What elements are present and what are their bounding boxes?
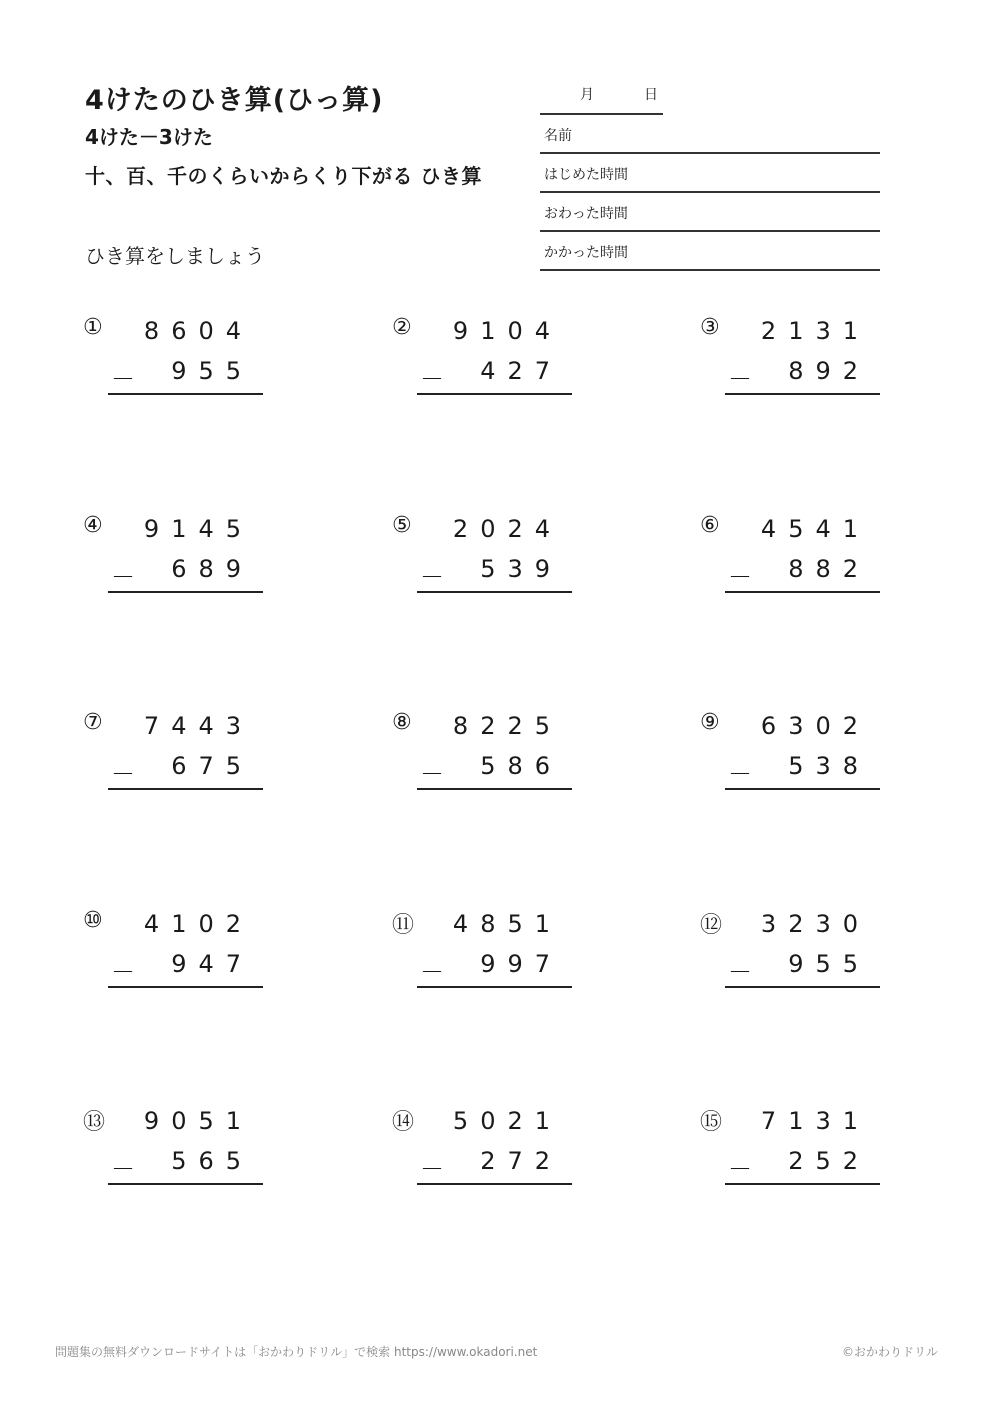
problem-number: ⑦ xyxy=(83,710,103,735)
answer-line xyxy=(417,788,572,790)
subtrahend: 252 xyxy=(788,1147,870,1175)
subtraction-problem xyxy=(700,908,875,988)
problem-number: ⑩ xyxy=(83,908,103,933)
subtrahend: 892 xyxy=(788,357,870,385)
subtitle-digits: 4けた－3けた xyxy=(85,125,213,149)
minus-sign: － xyxy=(728,958,752,986)
minuend: 7443 xyxy=(143,712,253,740)
subtrahend: 427 xyxy=(480,357,562,385)
subtrahend: 272 xyxy=(480,1147,562,1175)
minus-sign: － xyxy=(111,563,135,591)
minuend: 9145 xyxy=(143,515,253,543)
instruction: ひき算をしましょう xyxy=(85,244,265,268)
answer-line xyxy=(725,393,880,395)
month-label: 月 xyxy=(580,87,594,103)
minus-sign: － xyxy=(420,958,444,986)
minuend: 2024 xyxy=(452,515,562,543)
answer-line xyxy=(417,591,572,593)
subtrahend: 955 xyxy=(788,950,870,978)
minuend: 5021 xyxy=(452,1107,562,1135)
end-time-label: おわった時間 xyxy=(544,206,628,222)
minus-sign: － xyxy=(728,1155,752,1183)
subtraction-problem xyxy=(700,710,875,790)
answer-line xyxy=(417,1183,572,1185)
answer-line xyxy=(108,1183,263,1185)
subtraction-problem xyxy=(83,710,258,790)
minus-sign: － xyxy=(111,365,135,393)
subtrahend: 539 xyxy=(480,555,562,583)
subtraction-problem xyxy=(83,1105,258,1185)
problem-number: ⑮ xyxy=(700,1110,723,1135)
minus-sign: － xyxy=(420,1155,444,1183)
minus-sign: － xyxy=(728,760,752,788)
problem-number: ⑤ xyxy=(392,513,412,538)
subtrahend: 997 xyxy=(480,950,562,978)
answer-line xyxy=(108,986,263,988)
answer-line xyxy=(725,1183,880,1185)
subtraction-problem xyxy=(83,908,258,988)
date-field[interactable] xyxy=(540,80,663,115)
problem-number: ⑧ xyxy=(392,710,412,735)
minuend: 9051 xyxy=(143,1107,253,1135)
answer-line xyxy=(108,788,263,790)
student-info-box xyxy=(540,80,880,271)
problem-number: ④ xyxy=(83,513,103,538)
problem-number: ③ xyxy=(700,315,720,340)
subtrahend: 955 xyxy=(171,357,253,385)
subtraction-problem xyxy=(700,315,875,395)
minuend: 9104 xyxy=(452,317,562,345)
answer-line xyxy=(725,986,880,988)
minuend: 6302 xyxy=(760,712,870,740)
name-label: 名前 xyxy=(544,128,572,144)
problem-number: ⑪ xyxy=(392,913,415,938)
page-title: 4けたのひき算(ひっ算) xyxy=(85,85,384,116)
answer-line xyxy=(725,788,880,790)
footer-source: 問題集の無料ダウンロードサイトは「おかわりドリル」で検索 https://www.okadori.net xyxy=(55,1345,538,1359)
answer-line xyxy=(417,393,572,395)
subtrahend: 689 xyxy=(171,555,253,583)
answer-line xyxy=(417,986,572,988)
minuend: 8604 xyxy=(143,317,253,345)
minuend: 4851 xyxy=(452,910,562,938)
minus-sign: － xyxy=(420,365,444,393)
duration-label: かかった時間 xyxy=(544,245,628,261)
day-label: 日 xyxy=(644,87,658,103)
minus-sign: － xyxy=(111,1155,135,1183)
subtraction-problem xyxy=(83,513,258,593)
minuend: 3230 xyxy=(760,910,870,938)
subtraction-problem xyxy=(392,908,567,988)
subtrahend: 882 xyxy=(788,555,870,583)
footer-copyright: ©おかわりドリル xyxy=(841,1345,938,1359)
subtrahend: 538 xyxy=(788,752,870,780)
problem-number: ⑨ xyxy=(700,710,720,735)
answer-line xyxy=(108,591,263,593)
end-time-field[interactable] xyxy=(540,193,880,232)
subtraction-problem xyxy=(392,1105,567,1185)
answer-line xyxy=(725,591,880,593)
subtrahend: 947 xyxy=(171,950,253,978)
problem-number: ① xyxy=(83,315,103,340)
minus-sign: － xyxy=(420,563,444,591)
subtrahend: 586 xyxy=(480,752,562,780)
minuend: 2131 xyxy=(760,317,870,345)
subtraction-problem xyxy=(392,315,567,395)
problem-number: ⑥ xyxy=(700,513,720,538)
minuend: 4102 xyxy=(143,910,253,938)
problem-number: ② xyxy=(392,315,412,340)
minuend: 7131 xyxy=(760,1107,870,1135)
duration-field[interactable] xyxy=(540,232,880,271)
subtitle-borrow: 十、百、千のくらいからくり下がる ひき算 xyxy=(85,164,482,188)
start-time-field[interactable] xyxy=(540,154,880,193)
problem-number: ⑬ xyxy=(83,1110,106,1135)
minus-sign: － xyxy=(728,563,752,591)
minuend: 4541 xyxy=(760,515,870,543)
subtraction-problem xyxy=(392,710,567,790)
problem-number: ⑫ xyxy=(700,913,723,938)
minus-sign: － xyxy=(111,760,135,788)
minus-sign: － xyxy=(420,760,444,788)
start-time-label: はじめた時間 xyxy=(544,167,628,183)
subtraction-problem xyxy=(83,315,258,395)
minuend: 8225 xyxy=(452,712,562,740)
subtrahend: 565 xyxy=(171,1147,253,1175)
subtraction-problem xyxy=(392,513,567,593)
problem-number: ⑭ xyxy=(392,1110,415,1135)
subtrahend: 675 xyxy=(171,752,253,780)
answer-line xyxy=(108,393,263,395)
minus-sign: － xyxy=(111,958,135,986)
minus-sign: － xyxy=(728,365,752,393)
subtraction-problem xyxy=(700,1105,875,1185)
name-field[interactable] xyxy=(540,115,880,154)
subtraction-problem xyxy=(700,513,875,593)
